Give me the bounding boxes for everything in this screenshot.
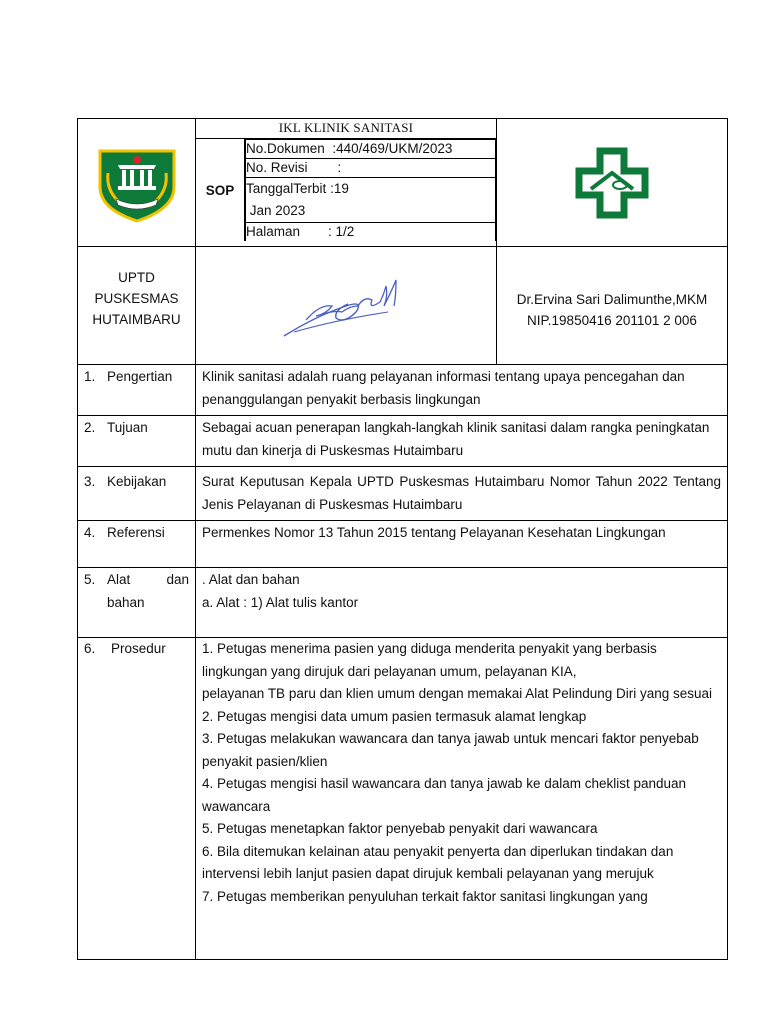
org-line-hutaimbaru: HUTAIMBARU: [92, 312, 181, 327]
section-content: Sebagai acuan penerapan langkah-langkah klinik sanitasi dalam rangka peningkatan mutu dan kinerja di Puskesmas Hutaimbaru: [196, 416, 728, 467]
section-row-tujuan: [78, 416, 728, 467]
puskesmas-logo-cell: [497, 119, 728, 247]
section-row-pengertian: [78, 365, 728, 416]
organization-cell: [78, 247, 196, 365]
regional-logo-cell: [78, 119, 196, 247]
procedure-step: 2. Petugas mengisi data umum pasien termasuk alamat lengkap: [202, 708, 587, 724]
document-title: IKL KLINIK SANITASI: [196, 119, 496, 139]
procedure-step: 3. Petugas melakukan wawancara dan tanya jawab untuk mencari faktor penyebab penyakit pasien/klien: [202, 731, 699, 769]
signer-cell: [497, 247, 728, 365]
header-table: [77, 118, 728, 365]
puskesmas-logo-icon: [569, 143, 655, 223]
procedure-step: 5. Petugas menetapkan faktor penyebab penyakit dari wawancara: [202, 821, 598, 836]
section-content: [196, 638, 728, 960]
section-content: Surat Keputusan Kepala UPTD Puskesmas Hutaimbaru Nomor Tahun 2022 Tentang Jenis Pelayanan di Puskesmas Hutaimbaru: [196, 467, 728, 521]
meta-row-tanggal: TanggalTerbit :19 Jan 2023: [246, 178, 496, 223]
section-content: Klinik sanitasi adalah ruang pelayanan informasi tentang upaya pencegahan dan penanggulangan penyakit berbasis lingkungan: [196, 365, 728, 416]
signer-nip: NIP.19850416 201101 2 006: [527, 313, 697, 328]
procedure-step: 4. Petugas mengisi hasil wawancara dan tanya jawab ke dalam cheklist panduan wawancara: [202, 776, 687, 814]
procedure-step: pelayanan TB paru dan klien umum dengan memakai Alat Pelindung Diri yang sesuai: [202, 686, 713, 701]
procedure-step: 7. Petugas memberikan penyuluhan terkait faktor sanitasi lingkungan yang: [202, 888, 648, 904]
regional-emblem-icon: [94, 143, 180, 223]
section-row-alat-bahan: [78, 568, 728, 638]
section-label: 4. Referensi: [78, 521, 196, 568]
meta-row-revisi: No. Revisi :: [246, 159, 496, 178]
procedure-step: 1. Petugas menerima pasien yang diduga menderita penyakit yang berbasis lingkungan yang dirujuk dari pelayanan umum, pelayanan KIA,: [202, 641, 657, 679]
meta-row-dokumen: No.Dokumen :440/469/UKM/2023: [246, 140, 496, 159]
section-row-referensi: [78, 521, 728, 568]
signer-name: Dr.Ervina Sari Dalimunthe,MKM: [516, 292, 708, 307]
meta-row-halaman: Halaman : 1/2: [246, 223, 496, 242]
document-info-cell: [196, 119, 497, 247]
sop-label: SOP: [196, 139, 245, 241]
section-row-kebijakan: [78, 467, 728, 521]
section-label: 2. Tujuan: [78, 416, 196, 467]
section-label: 5. Alat dan bahan: [78, 568, 196, 638]
procedure-step: 6. Bila ditemukan kelainan atau penyakit penyerta dan diperlukan tindakan dan intervensi lebih lanjut pasien dapat dirujuk kembali pelayanan yang merujuk: [202, 843, 674, 881]
section-content: Permenkes Nomor 13 Tahun 2015 tentang Pelayanan Kesehatan Lingkungan: [196, 521, 728, 568]
section-row-prosedur: [78, 638, 728, 960]
section-label: 6. Prosedur: [78, 638, 196, 960]
section-label: 1. Pengertian: [78, 365, 196, 416]
org-line-uptd: UPTD: [118, 270, 155, 285]
document-meta-table: [245, 139, 496, 241]
section-content: . Alat dan bahan a. Alat : 1) Alat tulis kantor: [196, 568, 728, 638]
section-label: 3. Kebijakan: [78, 467, 196, 521]
org-line-puskesmas: PUSKESMAS: [94, 291, 179, 306]
signature-image: [276, 266, 416, 346]
sop-content-table: [77, 364, 728, 960]
signature-cell: [196, 247, 497, 365]
